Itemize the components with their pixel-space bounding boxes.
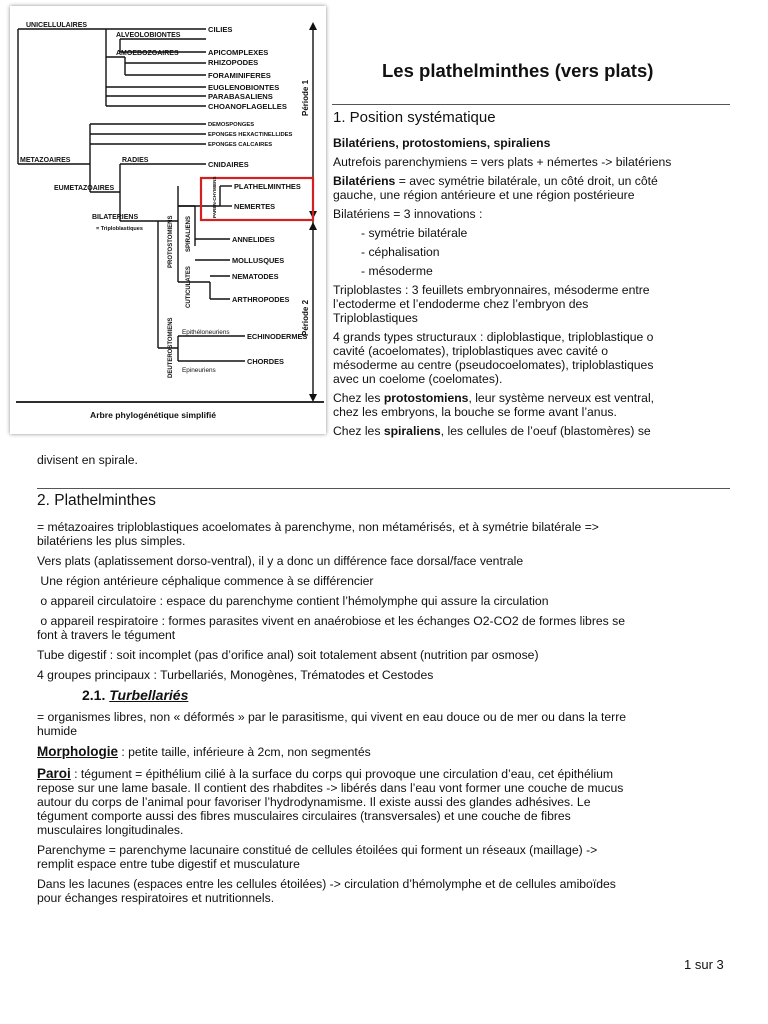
leaf-cnidaires: CNIDAIRES	[208, 160, 249, 169]
innovation-item: - symétrie bilatérale	[361, 226, 468, 240]
s2-line: o appareil respiratoire : formes parasites vivent en anaérobiose et les échanges O2-CO2 de formes libres se	[37, 614, 626, 628]
s2-line: = métazoaires triploblastiques acoelomates à parenchyme, non métamérisés, et à symétrie bilatérale =>	[37, 520, 599, 534]
section-2-1-body	[37, 710, 737, 905]
s21-line: = organismes libres, non « déformés » par le parasitisme, qui vivent en eau douce ou de mer ou dans la terre	[37, 710, 627, 724]
section-1-heading: 1. Position systématique	[333, 109, 496, 126]
s1-line: 4 grands types structuraux : diploblastique, triploblastique o	[333, 330, 654, 344]
leaf-chordes: CHORDES	[247, 357, 284, 366]
node-protostomiens: PROTOSTOMIENS	[168, 215, 174, 268]
s2-line: Vers plats (aplatissement dorso-ventral), il y a donc un différence face dorsal/face ventrale	[37, 554, 524, 568]
node-parenchymiens: PAREN-CHYMIENS	[212, 176, 217, 218]
s21-line: tégument comporte aussi des fibres musculaires circulaires (transversales) et une couche de fibres	[37, 809, 571, 823]
leaf-annelides: ANNELIDES	[232, 235, 275, 244]
figure-caption: Arbre phylogénétique simplifié	[90, 410, 217, 420]
s21-line: remplit espace entre tube digestif et musculature	[37, 857, 300, 871]
bold-term: protostomiens	[383, 391, 469, 405]
leaf-choanoflagelles: CHOANOFLAGELLES	[208, 102, 287, 111]
s1-line: divisent en spirale.	[37, 453, 138, 467]
text: , les cellules de l’oeuf (blastomères) se	[440, 424, 651, 438]
node-triploblastiques: = Triploblastiques	[96, 226, 143, 232]
s1-line	[333, 424, 733, 438]
periode-1-label: Période 1	[301, 79, 310, 116]
node-alveolobiontes: ALVEOLOBIONTES	[116, 32, 181, 39]
leaf-demosponges: DEMOSPONGES	[208, 122, 255, 128]
leaf-mollusques: MOLLUSQUES	[232, 256, 285, 265]
leaf-eponges-hexactinellides: EPONGES HEXACTINELLIDES	[208, 132, 293, 138]
leaf-echinodermes: ECHINODERMES	[247, 332, 308, 341]
section-divider	[332, 104, 730, 105]
s21-line: autour du corps de l’animal pour favoriser l’hydrodynamisme. Il existe aussi des glandes adhésives. Le	[37, 795, 591, 809]
leaf-plathelminthes: PLATHELMINTHES	[234, 182, 301, 191]
s1-line: Autrefois parenchymiens = vers plats + némertes -> bilatériens	[333, 155, 672, 169]
s2-line: bilatériens les plus simples.	[37, 534, 186, 548]
node-spiraliens: SPIRALIENS	[186, 215, 192, 252]
node-bilateriens: BILATERIENS	[92, 214, 139, 221]
leaf-foraminiferes: FORAMINIFERES	[208, 71, 271, 80]
leaf-nemertes: NEMERTES	[234, 202, 276, 211]
leaf-arthropodes: ARTHROPODES	[232, 295, 290, 304]
s1-line: l’ectoderme et l’endoderme chez l’embryon des	[333, 297, 589, 311]
page-number: 1 sur 3	[684, 957, 724, 972]
section-divider	[37, 488, 730, 489]
s1-line	[333, 391, 733, 405]
s1-line: Triploblastes : 3 feuillets embryonnaires, mésoderme entre	[333, 283, 650, 297]
innovation-item: - céphalisation	[361, 245, 440, 259]
s21-line: musculaires longitudinales.	[37, 823, 184, 837]
tree-diagram	[10, 6, 326, 434]
s1-line: mésoderme au centre (pseudocoelomates), triploblastiques	[333, 358, 654, 372]
s1-bold-line: Bilatériens, protostomiens, spiraliens	[333, 136, 551, 150]
s1-line: Bilatériens = 3 innovations :	[333, 207, 483, 221]
paroi-line	[37, 767, 737, 781]
paroi-label: Paroi	[37, 766, 71, 781]
node-radies: RADIES	[122, 157, 149, 164]
s1-line: gauche, une région antérieure et une région postérieure	[333, 188, 635, 202]
s2-line: 4 groupes principaux : Turbellariés, Monogènes, Trématodes et Cestodes	[37, 668, 434, 682]
s1-line: Triploblastiques	[333, 311, 418, 325]
morphologie-line	[37, 745, 737, 759]
leaf-euglenobiontes: EUGLENOBIONTES	[208, 83, 280, 92]
node-unicellulaires: UNICELLULAIRES	[26, 22, 88, 29]
node-eumetazoaires: EUMETAZOAIRES	[54, 185, 115, 192]
s2-line: Une région antérieure céphalique commence à se différencier	[37, 574, 374, 588]
section-2-1-heading	[82, 687, 188, 703]
text: Chez les	[333, 391, 384, 405]
text: = avec symétrie bilatérale, un côté droit, un côté	[395, 174, 658, 188]
text: : petite taille, inférieure à 2cm, non segmentés	[118, 745, 371, 759]
page-title: Les plathelminthes (vers plats)	[382, 60, 654, 81]
s21-line: repose sur une lame basale. Il contient des rhabdites -> libérés dans l’eau vont former une couche de mucus	[37, 781, 624, 795]
s2-line: Tube digestif : soit incomplet (pas d’orifice anal) soit totalement absent (nutrition par osmose)	[37, 648, 539, 662]
text: , leur système nerveux est ventral,	[468, 391, 655, 405]
s21-line: humide	[37, 724, 77, 738]
bold-term: Bilatériens	[333, 174, 396, 188]
node-amoebozoaires: AMOEBOZOAIRES	[116, 50, 179, 57]
s2-line: font à travers le tégument	[37, 628, 176, 642]
s1-line: avec un coelome (coelomates).	[333, 372, 503, 386]
s2-line: o appareil circulatoire : espace du parenchyme contient l’hémolymphe qui assure la circulation	[37, 594, 549, 608]
s21-line: Dans les lacunes (espaces entre les cellules étoilées) -> circulation d’hémolymphe et de cellules amiboïdes	[37, 877, 616, 891]
text: Chez les	[333, 424, 384, 438]
leaf-cilies: CILIES	[208, 25, 233, 34]
section-2-body	[37, 520, 737, 682]
s21-line: Parenchyme = parenchyme lacunaire constitué de cellules étoilées qui forment un réseaux (maillage) ->	[37, 843, 598, 857]
leaf-nematodes: NEMATODES	[232, 272, 279, 281]
leaf-rhizopodes: RHIZOPODES	[208, 58, 259, 67]
leaf-eponges-calcaires: EPONGES CALCAIRES	[208, 142, 273, 148]
node-deuterostomiens: DEUTEROSTOMIENS	[168, 317, 174, 378]
node-epineuriens: Epineuriens	[182, 367, 216, 374]
text: : tégument = épithélium cilié à la surface du corps qui provoque une circulation d’eau, cet épithélium	[70, 767, 614, 781]
morphologie-label: Morphologie	[37, 744, 118, 759]
periode-2-label: Période 2	[301, 299, 310, 336]
bold-term: spiraliens	[383, 424, 441, 438]
leaf-parabasaliens: PARABASALIENS	[208, 92, 273, 101]
s1-line: chez les embryons, la bouche se forme avant l’anus.	[333, 405, 617, 419]
phylogenetic-tree-figure	[10, 6, 326, 434]
heading-name: Turbellariés	[109, 687, 189, 703]
leaf-apicomplexes: APICOMPLEXES	[208, 48, 269, 57]
innovation-item: - mésoderme	[361, 264, 433, 278]
section-1-body	[333, 136, 733, 438]
node-epitheloneuriens: Epithéloneuriens	[182, 329, 230, 336]
s1-line: cavité (acoelomates), triploblastiques avec cavité o	[333, 344, 609, 358]
section-2-heading: 2. Plathelminthes	[37, 492, 156, 509]
s1-line	[333, 174, 733, 188]
heading-number: 2.1.	[82, 687, 110, 703]
node-cuticulates: CUTICULATES	[186, 266, 192, 308]
node-metazoaires: METAZOAIRES	[20, 157, 71, 164]
s21-line: pour échanges respiratoires et nutritionnels.	[37, 891, 275, 905]
